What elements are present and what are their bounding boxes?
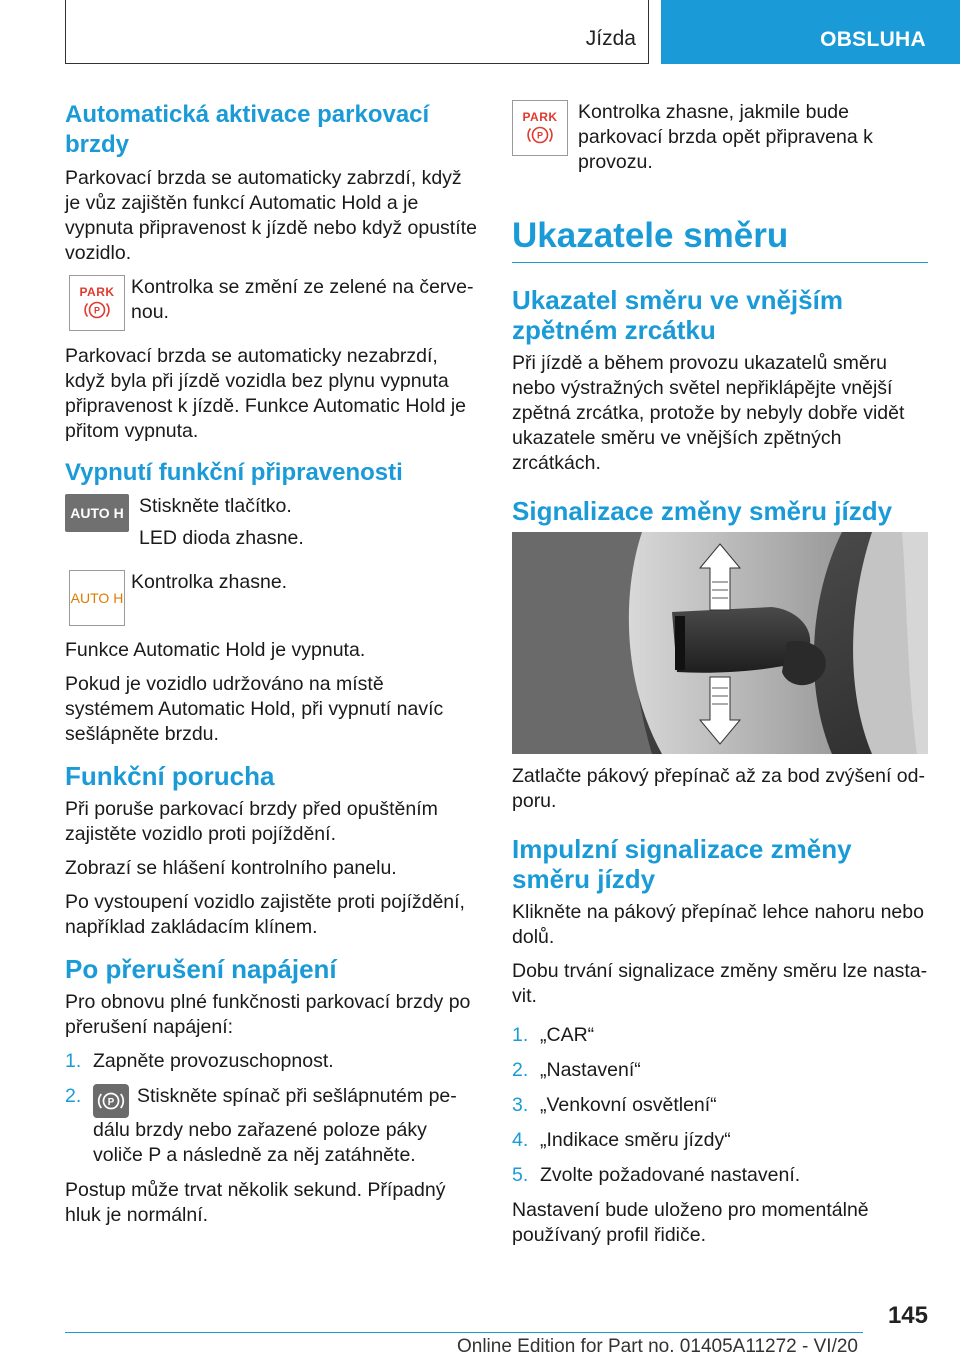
auto-h-led-text: LED dioda zhasne. xyxy=(139,527,304,549)
auto-activation-text-1: Parkovací brzda se automaticky zabrzdí, když je vůz zajištěn funkcí Automatic Hold a je vypnuta připravenost k jízdě nebo když opustíte vozidlo. xyxy=(65,167,477,264)
malfunction-heading: Funkční porucha xyxy=(65,761,275,791)
auto-h-button-icon: AUTO H xyxy=(65,494,129,532)
pulse-signal-text-1: Klikněte na pákový přepínač lehce nahoru nebo dolů. xyxy=(512,901,924,948)
svg-text:P: P xyxy=(93,305,101,316)
right-column xyxy=(512,100,928,1257)
turn-signal-lever-figure xyxy=(512,532,928,754)
auto-h-button-row xyxy=(65,494,477,558)
list-item: 1. „CAR“ xyxy=(512,1024,595,1046)
auto-h-indicator-icon: AUTO H xyxy=(69,570,125,626)
park-brake-indicator-icon: PARK P xyxy=(69,275,125,331)
malfunction-text-1: Při poruše parkovací brzdy před opuštěním zajistěte vozidlo proti pojíždění. xyxy=(65,798,438,845)
auto-activation-text-2: Parkovací brzda se automaticky nezabrzdí, když byla při jízdě vozidla bez plynu vypnuta připravenost k jízdě. Funkce Automatic Hold je přitom vypnuta. xyxy=(65,345,467,442)
pulse-signal-text-3: Nastavení bude uloženo pro momentálně používaný profil řidiče. xyxy=(512,1199,869,1246)
auto-h-indicator-text: Kontrolka zhasne. xyxy=(131,571,288,593)
turn-signal-lever-illustration xyxy=(512,532,928,754)
park-indicator-text-2: Kontrolka zhasne, jakmile bude parkovací brzda opět připravena k provozu. xyxy=(578,101,873,173)
header-section-title: Jízda xyxy=(585,27,636,50)
readiness-off-text-1: Funkce Automatic Hold je vypnuta. xyxy=(65,639,366,661)
park-brake-indicator-icon: PARK P xyxy=(512,100,568,156)
auto-h-indicator-row xyxy=(65,570,477,626)
park-p-circle-icon xyxy=(84,300,110,320)
turn-signals-heading: Ukazatele směru xyxy=(512,216,789,255)
park-indicator-row-1 xyxy=(65,275,477,332)
malfunction-text-3: Po vystoupení vozidlo zajistěte proti pojíždění, například zakládacím klínem. xyxy=(65,891,465,938)
parking-brake-switch-icon xyxy=(93,1084,129,1118)
auto-h-press-text: Stiskněte tlačítko. xyxy=(139,495,292,517)
readiness-off-heading: Vypnutí funkční připravenosti xyxy=(65,459,403,486)
heading-divider xyxy=(512,262,928,263)
list-item: 4. „Indikace směru jízdy“ xyxy=(512,1129,731,1151)
power-interruption-text-2: Postup může trvat několik sekund. Případný hluk je normální. xyxy=(65,1179,446,1226)
list-item: 2. „Nastavení“ xyxy=(512,1059,641,1081)
malfunction-text-2: Zobrazí se hlášení kontrolního panelu. xyxy=(65,857,397,879)
park-p-circle-icon xyxy=(527,125,553,145)
list-item: 2. P Stiskněte spínač při sešlápnutém pedálu brzdy nebo zařazené poloze páky voliče P a následně za něj zatáhněte. xyxy=(65,1085,457,1166)
park-indicator-row-2 xyxy=(512,100,928,182)
mirror-signal-text: Při jízdě a během provozu ukazatelů směru nebo výstražných světel nepřiklápějte vnější zpětná zrcátka, protože by nebyly dobře vidět ukazatele směru ve vnějších zpětných zrcátkách. xyxy=(512,352,905,474)
readiness-off-text-2: Pokud je vozidlo udržováno na místě systémem Automatic Hold, při vypnutí navíc sešlápněte brzdu. xyxy=(65,673,444,745)
page-number: 145 xyxy=(887,1302,928,1329)
mirror-signal-heading: Ukazatel směru ve vnějším zpětném zrcátku xyxy=(512,285,843,345)
svg-text:P: P xyxy=(536,130,544,141)
park-indicator-text-1: Kontrolka se změní ze zelené na červenou. xyxy=(131,276,474,323)
header-chapter-tab xyxy=(661,0,960,64)
power-interruption-text-1: Pro obnovu plné funkčnosti parkovací brzdy po přerušení napájení: xyxy=(65,991,471,1038)
figure-caption: Zatlačte pákový přepínač až za bod zvýšení odporu. xyxy=(512,765,925,812)
header-section-box xyxy=(65,0,649,64)
header-chapter-label: OBSLUHA xyxy=(820,28,926,51)
edition-note: Online Edition for Part no. 01405A11272 - VI/20 xyxy=(456,1336,858,1357)
list-item: 1. Zapněte provozuschopnost. xyxy=(65,1050,334,1072)
direction-signal-heading: Signalizace změny směru jízdy xyxy=(512,496,893,526)
pulse-settings-steps xyxy=(512,1023,928,1188)
left-column xyxy=(65,100,477,1237)
pulse-signal-text-2: Dobu trvání signalizace změny směru lze nastavit. xyxy=(512,960,928,1007)
pulse-signal-heading: Impulzní signalizace změny směru jízdy xyxy=(512,834,852,894)
auto-activation-heading: Automatická aktivace parkovací brzdy xyxy=(65,101,430,158)
power-interruption-heading: Po přerušení napájení xyxy=(65,954,337,984)
list-item: 5. Zvolte požadované nastavení. xyxy=(512,1164,801,1186)
list-item: 3. „Venkovní osvětlení“ xyxy=(512,1094,717,1116)
svg-text:P: P xyxy=(107,1096,115,1108)
footer-divider xyxy=(65,1332,863,1333)
power-interruption-steps xyxy=(65,1049,477,1168)
